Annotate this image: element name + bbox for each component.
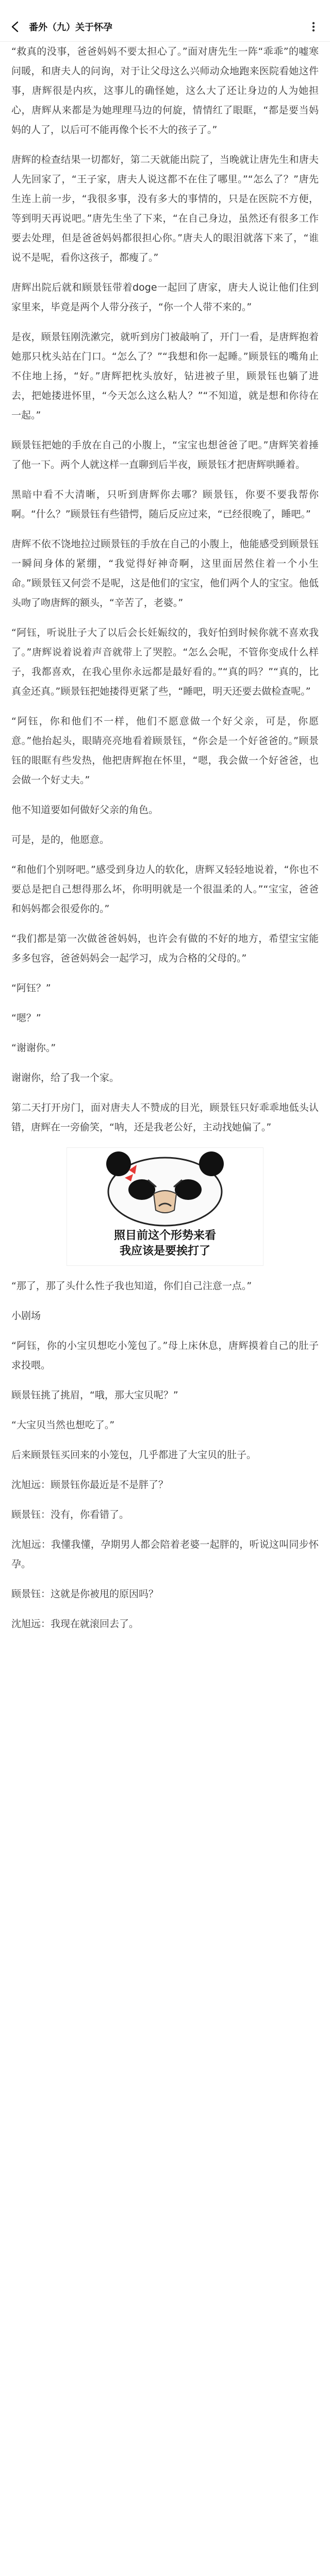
paragraph: “救真的没事，爸爸妈妈不要太担心了。”面对唐先生一阵“乖乖”的嘘寒问暖，和唐夫人的问询，对于让父母这么兴师动众地跑来医院看她这件事，唐辉很是内疚，这事儿的确怪她，这么大了还让身边的人为她担心，唐辉从来都是为她理理马边的何旋，情情红了眼眶，“都是要当妈妈的人了，以后可不能再像个长不大的孩子了。” (11, 46, 319, 135)
paragraph: 是夜，顾景钰刚洗漱完，就听到房门被敲响了，开门一看，是唐辉抱着她那只枕头站在门口。“怎么了？”“我想和你一起睡。”顾景钰的嘴角止不住地上扬，“好。”唐辉把枕头放好，钻进被子里，顾景钰也躺了进去，把她搂进怀里，“今天怎么这么粘人？”“不知道，就是想和你待在一起。” (11, 331, 319, 421)
meme-image (67, 1147, 263, 1266)
paragraph: “阿钰？” (11, 982, 51, 994)
paragraph: “阿钰，听说肚子大了以后会长妊娠纹的，我好怕到时候你就不喜欢我了。”唐辉说着说着声音就带上了哭腔。“怎么会呢，不管你变成什么样子，我都喜欢，在我心里你永远都是最好看的。”“真的吗？”“真的，比真金还真。”顾景钰把她搂得更紧了些，“睡吧，明天还要去做检查呢。” (11, 627, 319, 697)
paragraph: 可是，是的，他愿意。 (11, 834, 110, 845)
back-arrow-icon[interactable] (7, 19, 24, 35)
section-heading: 小剧场 (11, 1310, 41, 1321)
paragraph: “嗯？” (11, 1012, 41, 1024)
meme-caption-line2: 我应该是要挨打了 (119, 1245, 210, 1258)
paragraph: “那了，那了头什么性子我也知道，你们自己注意一点。” (11, 1280, 252, 1292)
paragraph: “阿钰，你的小宝贝想吃小笼包了。”母上床休息，唐辉摸着自己的肚子求投喂。 (11, 1340, 319, 1371)
paragraph: 唐辉的检查结果一切都好，第二天就能出院了，当晚就让唐先生和唐夫人先回家了，“王子家，唐夫人说这都不在住了哪里。”“怎么了？”唐先生连上前一步，“我很多事，没有多大的事情的，只是在医院不方便，等到明天再说吧。”唐先生坐了下来，“在自己身边，虽然还有很多工作要去处理，但是爸爸妈妈都很担心你。”唐夫人的眼泪就落下来了，“谁说不是呢，看你这孩子，都瘦了。” (11, 154, 319, 263)
paragraph: 他不知道要如何做好父亲的角色。 (11, 804, 159, 816)
more-dots-icon[interactable] (305, 19, 322, 35)
paragraph: 顾景钰挑了挑眉，“哦，那大宝贝呢？” (11, 1389, 178, 1401)
paragraph: “阿钰，你和他们不一样，他们不愿意做一个好父亲，可是，你愿意。”他抬起头，眼睛亮亮地看着顾景钰，“你会是一个好爸爸的。”顾景钰的眼眶有些发热，他把唐辉抱在怀里，“嗯，我会做一个好爸爸，也会做一个好丈夫。” (11, 716, 319, 786)
status-bar (0, 0, 330, 12)
paragraph: 沈旭远：我现在就滚回去了。 (11, 1618, 139, 1630)
paragraph: 第二天打开房门，面对唐夫人不赞成的目光，顾景钰只好乖乖地低头认错，唐辉在一旁偷笑，“呐，还是我老公好，主动找她偏了。” (11, 1102, 319, 1133)
paragraph: “谢谢你。” (11, 1042, 56, 1054)
paragraph: 黑暗中看不大清晰，只听到唐辉你去哪？顾景钰，你要不要我帮你啊。“什么？”顾景钰有些错愕，随后反应过来，“已经很晚了，睡吧。” (11, 489, 319, 520)
paragraph: 顾景钰：这就是你被甩的原因吗？ (11, 1588, 159, 1600)
paragraph: 唐辉出院后就和顾景钰带着doge一起回了唐家，唐夫人说让他们住到家里来，毕竟是两个人带分孩子，“你一个人带不来的。” (11, 282, 319, 313)
paragraph: 顾景钰：没有，你看错了。 (11, 1509, 129, 1520)
paragraph: “我们都是第一次做爸爸妈妈，也许会有做的不好的地方，希望宝宝能多多包容，爸爸妈妈会一起学习，成为合格的父母的。” (11, 933, 319, 964)
paragraph: 顾景钰把她的手放在自己的小腹上，“宝宝也想爸爸了吧。”唐辉笑着捶了他一下。两个人就这样一直聊到后半夜，顾景钰才把唐辉哄睡着。 (11, 439, 319, 470)
chapter-title: 番外（九）关于怀孕 (29, 22, 112, 33)
paragraph: “大宝贝当然也想吃了。” (11, 1419, 115, 1431)
panda-meme-face-icon (67, 1148, 263, 1228)
meme-caption-line1: 照目前这个形势来看 (113, 1229, 216, 1242)
paragraph: “和他们个别呀吧。”感受到身边人的软化，唐辉又轻轻地说着，“你也不要总是把自己想得那么坏，你明明就是一个很温柔的人。”“宝宝，爸爸和妈妈都会很爱你的。” (11, 864, 319, 914)
paragraph: 沈旭远：顾景钰你最近是不是胖了？ (11, 1479, 169, 1490)
top-navigation-bar (0, 12, 330, 42)
paragraph: 后来顾景钰买回来的小笼包，几乎都进了大宝贝的肚子。 (11, 1449, 257, 1461)
chapter-content (0, 42, 330, 1634)
paragraph: 唐辉不依不饶地拉过顾景钰的手放在自己的小腹上，他能感受到顾景钰一瞬间身体的紧绷，“我觉得好神奇啊，这里面居然住着一个小生命。”顾景钰又何尝不是呢，这是他们的宝宝，他们两个人的宝宝。他低头吻了吻唐辉的额头，“辛苦了，老婆。” (11, 538, 319, 608)
paragraph: 沈旭远：我懂我懂，孕期男人都会陪着老婆一起胖的，听说这叫同步怀孕。 (11, 1539, 319, 1570)
paragraph: 谢谢你，给了我一个家。 (11, 1072, 120, 1083)
